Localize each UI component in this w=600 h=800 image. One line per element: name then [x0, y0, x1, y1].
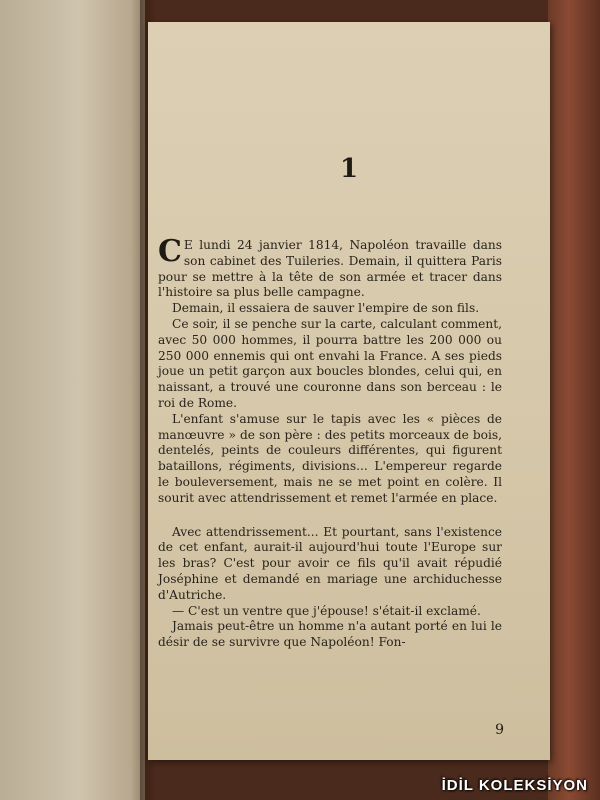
paragraph-2: Demain, il essaiera de sauver l'empire de son fils. [172, 301, 480, 316]
paragraph-5: Avec attendrissement... Et pourtant, sans l'existence de cet enfant, aurait-il aujourd'hui toute l'Europe sur les bras? C'est pour avoir ce fils qu'il avait répudié Joséphine et demandé en mariage une archiduchesse d'Autriche. [158, 524, 502, 602]
paragraph-7: Jamais peut-être un homme n'a autant porté en lui le désir de se survivre que Napoléon! Fon- [158, 619, 502, 650]
paragraph-1 [158, 234, 502, 301]
paragraph-3: Ce soir, il se penche sur la carte, calculant comment, avec 50 000 hommes, il pourra battre les 200 000 ou 250 000 ennemis qui ont envahi la France. A ses pieds joue un petit garçon aux boucles blondes, celui qui, en naissant, a trouvé une couronne dans son berceau : le roi de Rome. [158, 316, 502, 410]
drop-cap: C [158, 234, 182, 269]
chapter-number: 1 [339, 154, 359, 184]
body-text [158, 234, 502, 651]
paragraph-4: L'enfant s'amuse sur le tapis avec les « pièces de manœuvre » de son père : des petits morceaux de bois, dentelés, peints de couleurs différentes, qui figurent bataillons, régiments, divisions... L'empereur regarde le bouleversement, mais ne se met point en colère. Il sourit avec attendrissement et remet l'armée en place. [158, 411, 502, 505]
page-number: 9 [495, 722, 504, 738]
left-page-edge [0, 0, 145, 800]
paragraph-6: — C'est un ventre que j'épouse! s'était-il exclamé. [172, 603, 481, 618]
book-cover-edge [548, 0, 600, 800]
watermark-text: İDİL KOLEKSİYON [441, 777, 588, 794]
book-page [148, 22, 550, 760]
paragraph-1-text: E lundi 24 janvier 1814, Napoléon travaille dans son cabinet des Tuileries. Demain, il quittera Paris pour se mettre à la tête de son armée et tracer dans l'histoire sa plus belle campagne. [158, 238, 502, 300]
